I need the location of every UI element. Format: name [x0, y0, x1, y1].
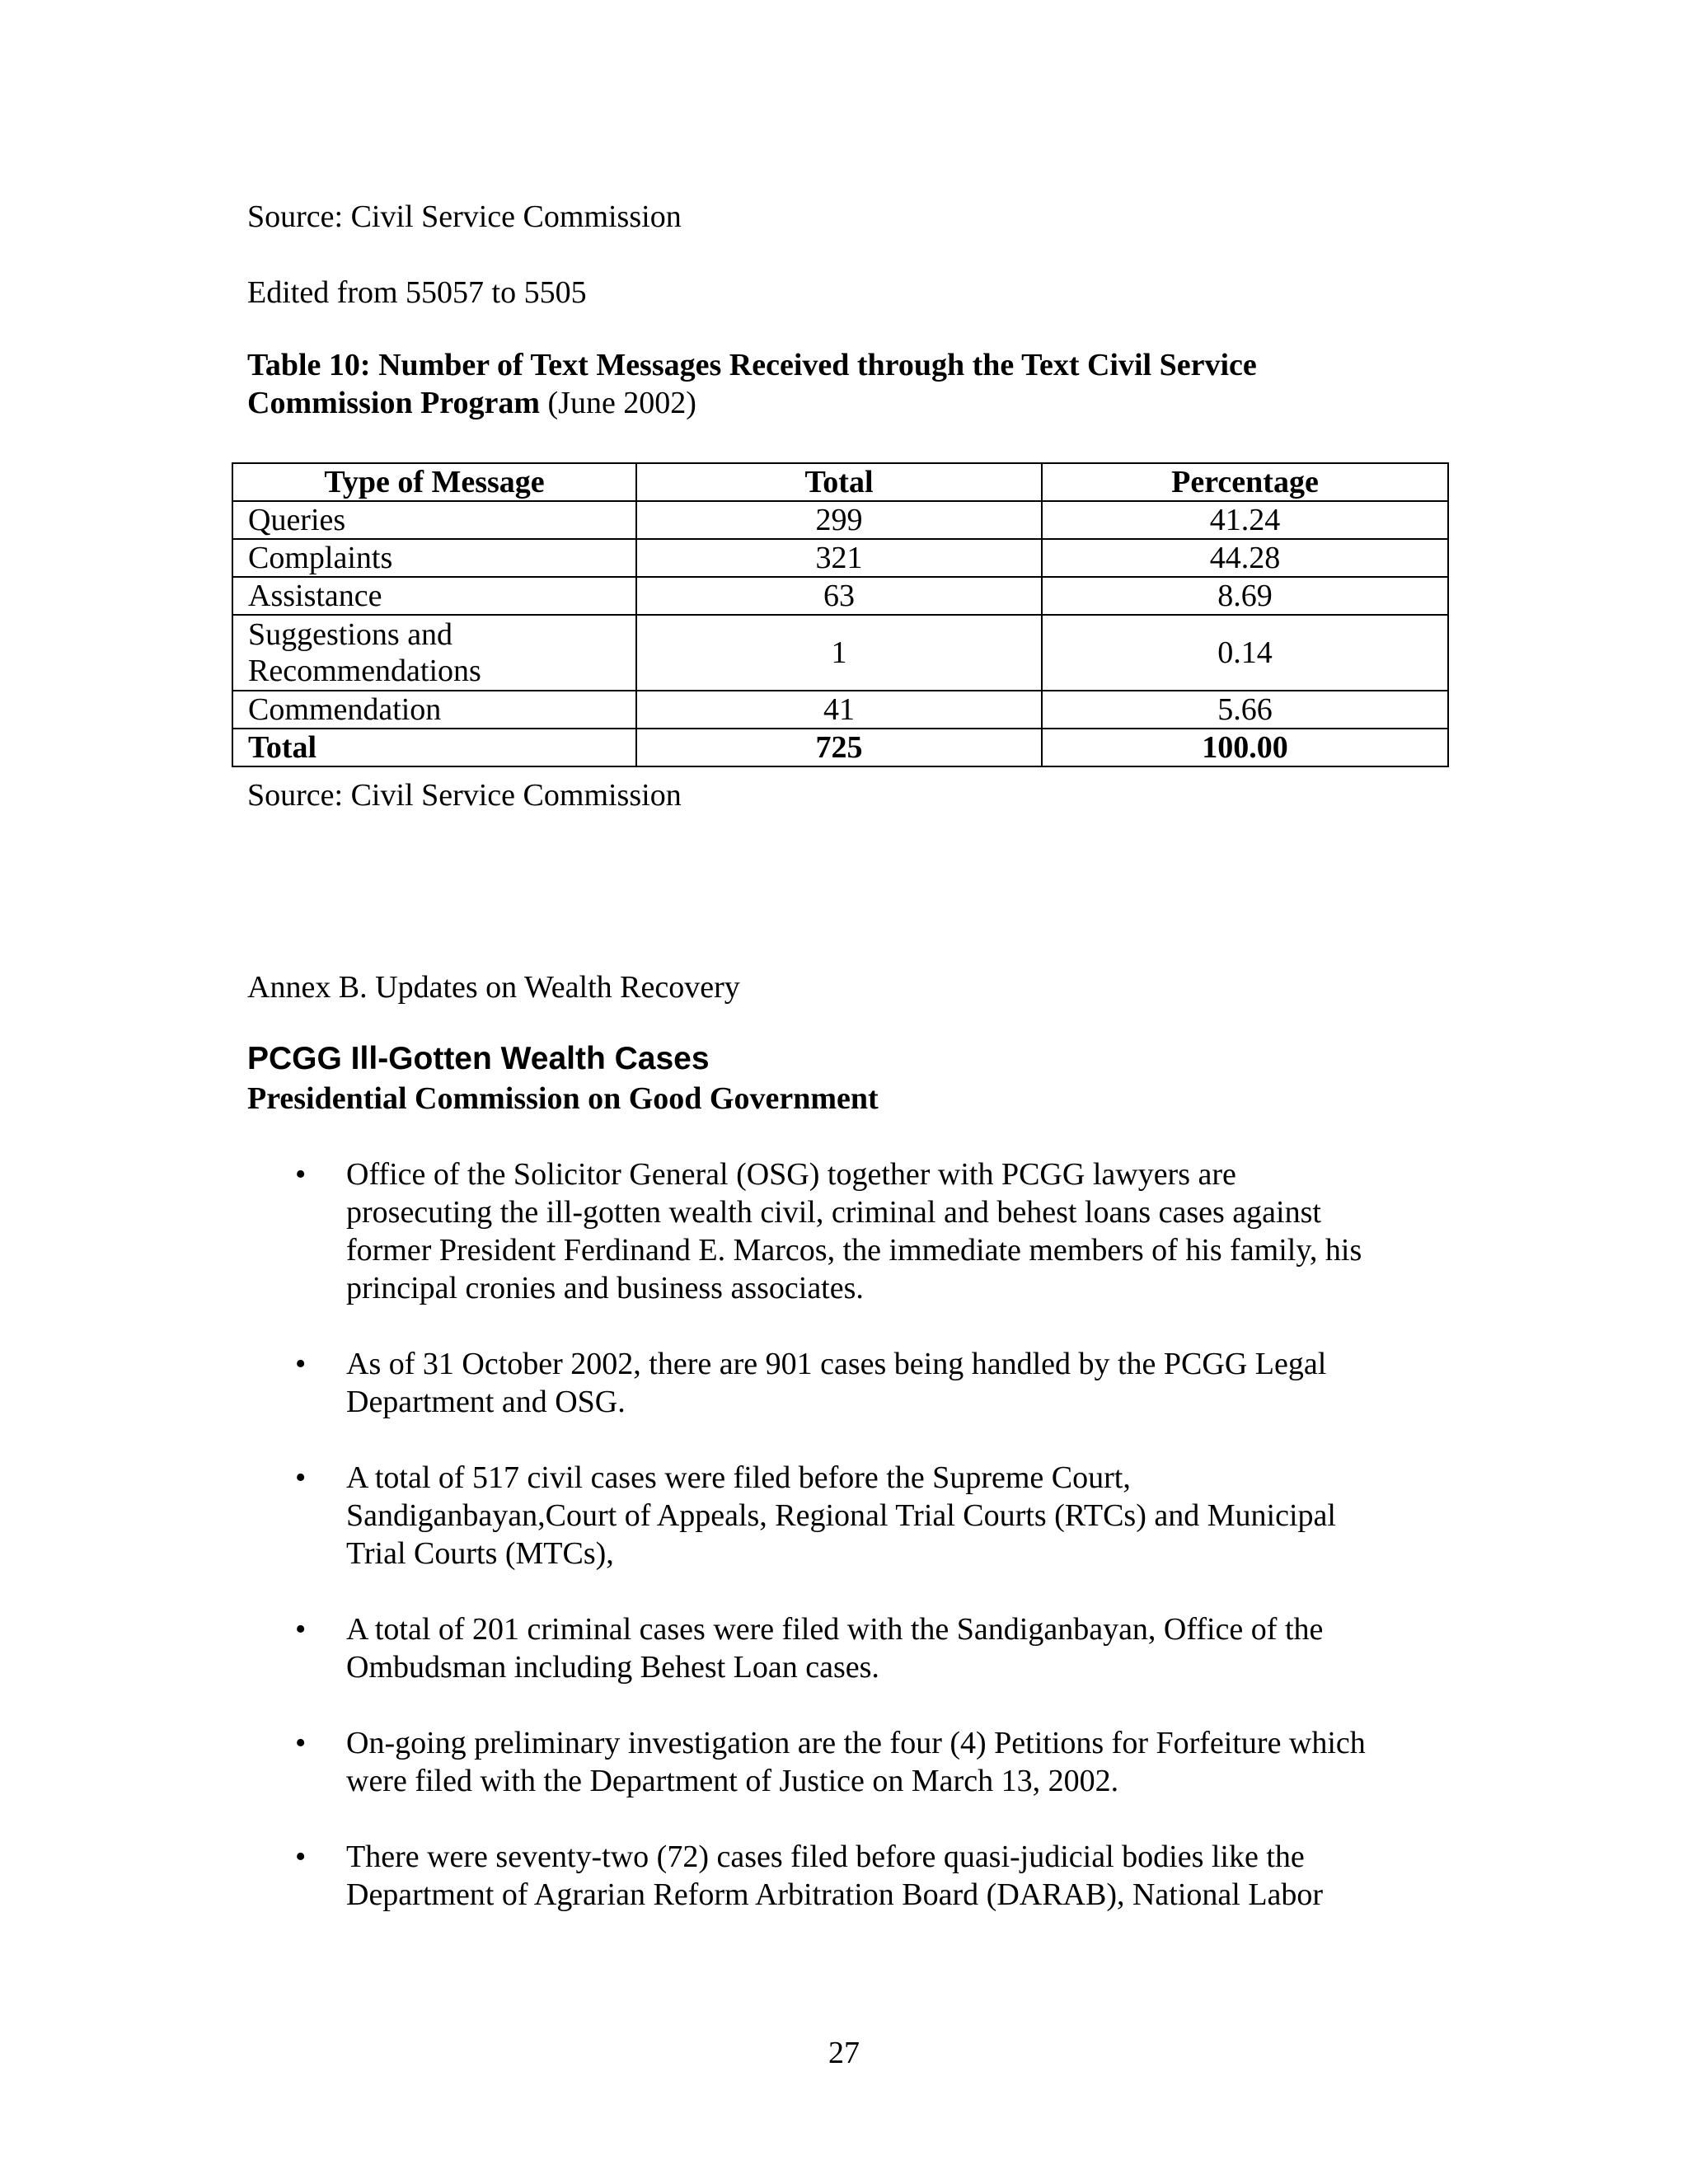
table-total-row [232, 729, 1448, 766]
cell-type: Complaints [232, 539, 636, 577]
cell-percentage: 5.66 [1042, 691, 1448, 729]
cell-type: Assistance [232, 577, 636, 615]
section-subheading: Presidential Commission on Good Government [247, 1081, 879, 1116]
header-percentage: Percentage [1042, 463, 1448, 501]
cell-type [232, 615, 636, 691]
cell-type: Queries [232, 501, 636, 539]
list-item-line: prosecuting the ill-gotten wealth civil, criminal and behest loans cases against [346, 1195, 1321, 1230]
table-caption-line2: Commission Program [247, 386, 540, 420]
list-item-line: Department and OSG. [346, 1385, 626, 1419]
cell-type: Total [232, 729, 636, 766]
list-item-line: Ombudsman including Behest Loan cases. [346, 1650, 879, 1685]
cell-percentage: 44.28 [1042, 539, 1448, 577]
cell-percentage: 8.69 [1042, 577, 1448, 615]
cell-total: 1 [636, 615, 1042, 691]
cell-total: 725 [636, 729, 1042, 766]
table-row [232, 577, 1448, 615]
list-item-line: On-going preliminary investigation are the four (4) Petitions for Forfeiture which [346, 1726, 1366, 1760]
table-row [232, 691, 1448, 729]
list-item [247, 1838, 1451, 1914]
list-item-line: Department of Agrarian Reform Arbitration Board (DARAB), National Labor [346, 1877, 1324, 1912]
section-heading: PCGG Ill-Gotten Wealth Cases [247, 1041, 710, 1076]
cell-total: 63 [636, 577, 1042, 615]
annex-title: Annex B. Updates on Wealth Recovery [247, 970, 740, 1005]
source-note-top: Source: Civil Service Commission [247, 199, 682, 234]
bullet-marker: • [295, 1726, 307, 1760]
list-item [247, 1155, 1451, 1307]
edit-note: Edited from 55057 to 5505 [247, 275, 587, 310]
list-item-line: As of 31 October 2002, there are 901 cases being handled by the PCGG Legal [346, 1347, 1327, 1381]
table-row [232, 501, 1448, 539]
page-number: 27 [828, 2036, 860, 2070]
cell-type: Commendation [232, 691, 636, 729]
header-type-of-message: Type of Message [232, 463, 636, 501]
table-caption [247, 346, 1257, 422]
bullet-marker: • [295, 1347, 307, 1381]
list-item-line: were filed with the Department of Justice on March 13, 2002. [346, 1764, 1119, 1798]
table-row [232, 615, 1448, 691]
list-item-line: principal cronies and business associates. [346, 1271, 864, 1305]
bullet-marker: • [295, 1157, 307, 1192]
cell-percentage: 100.00 [1042, 729, 1448, 766]
cell-total: 321 [636, 539, 1042, 577]
list-item-line: Office of the Solicitor General (OSG) together with PCGG lawyers are [346, 1157, 1236, 1192]
list-item-line: Trial Courts (MTCs), [346, 1536, 614, 1571]
cell-type-line1: Suggestions and [248, 617, 453, 652]
cell-percentage: 0.14 [1042, 615, 1448, 691]
text-messages-table [232, 462, 1449, 767]
list-item-line: A total of 201 criminal cases were filed with the Sandiganbayan, Office of the [346, 1612, 1324, 1647]
list-item-line: Sandiganbayan,Court of Appeals, Regional Trial Courts (RTCs) and Municipal [346, 1498, 1336, 1533]
cell-total: 41 [636, 691, 1042, 729]
bullet-marker: • [295, 1460, 307, 1495]
list-item-line: There were seventy-two (72) cases filed before quasi-judicial bodies like the [346, 1840, 1305, 1874]
source-note-bottom: Source: Civil Service Commission [247, 778, 682, 813]
cell-percentage: 41.24 [1042, 501, 1448, 539]
list-item [247, 1459, 1451, 1572]
list-item [247, 1724, 1451, 1800]
bullet-marker: • [295, 1612, 307, 1647]
table-caption-line1: Table 10: Number of Text Messages Received through the Text Civil Service [247, 348, 1257, 382]
wealth-recovery-bullet-list [247, 1155, 1451, 1952]
table-caption-date: (June 2002) [540, 386, 696, 420]
bullet-marker: • [295, 1840, 307, 1874]
cell-type-line2: Recommendations [248, 654, 481, 688]
list-item [247, 1610, 1451, 1686]
list-item-line: former President Ferdinand E. Marcos, the immediate members of his family, his [346, 1233, 1362, 1268]
list-item-line: A total of 517 civil cases were filed before the Supreme Court, [346, 1460, 1131, 1495]
table-header-row [232, 463, 1448, 501]
cell-total: 299 [636, 501, 1042, 539]
list-item [247, 1345, 1451, 1421]
header-total: Total [636, 463, 1042, 501]
table-row [232, 539, 1448, 577]
